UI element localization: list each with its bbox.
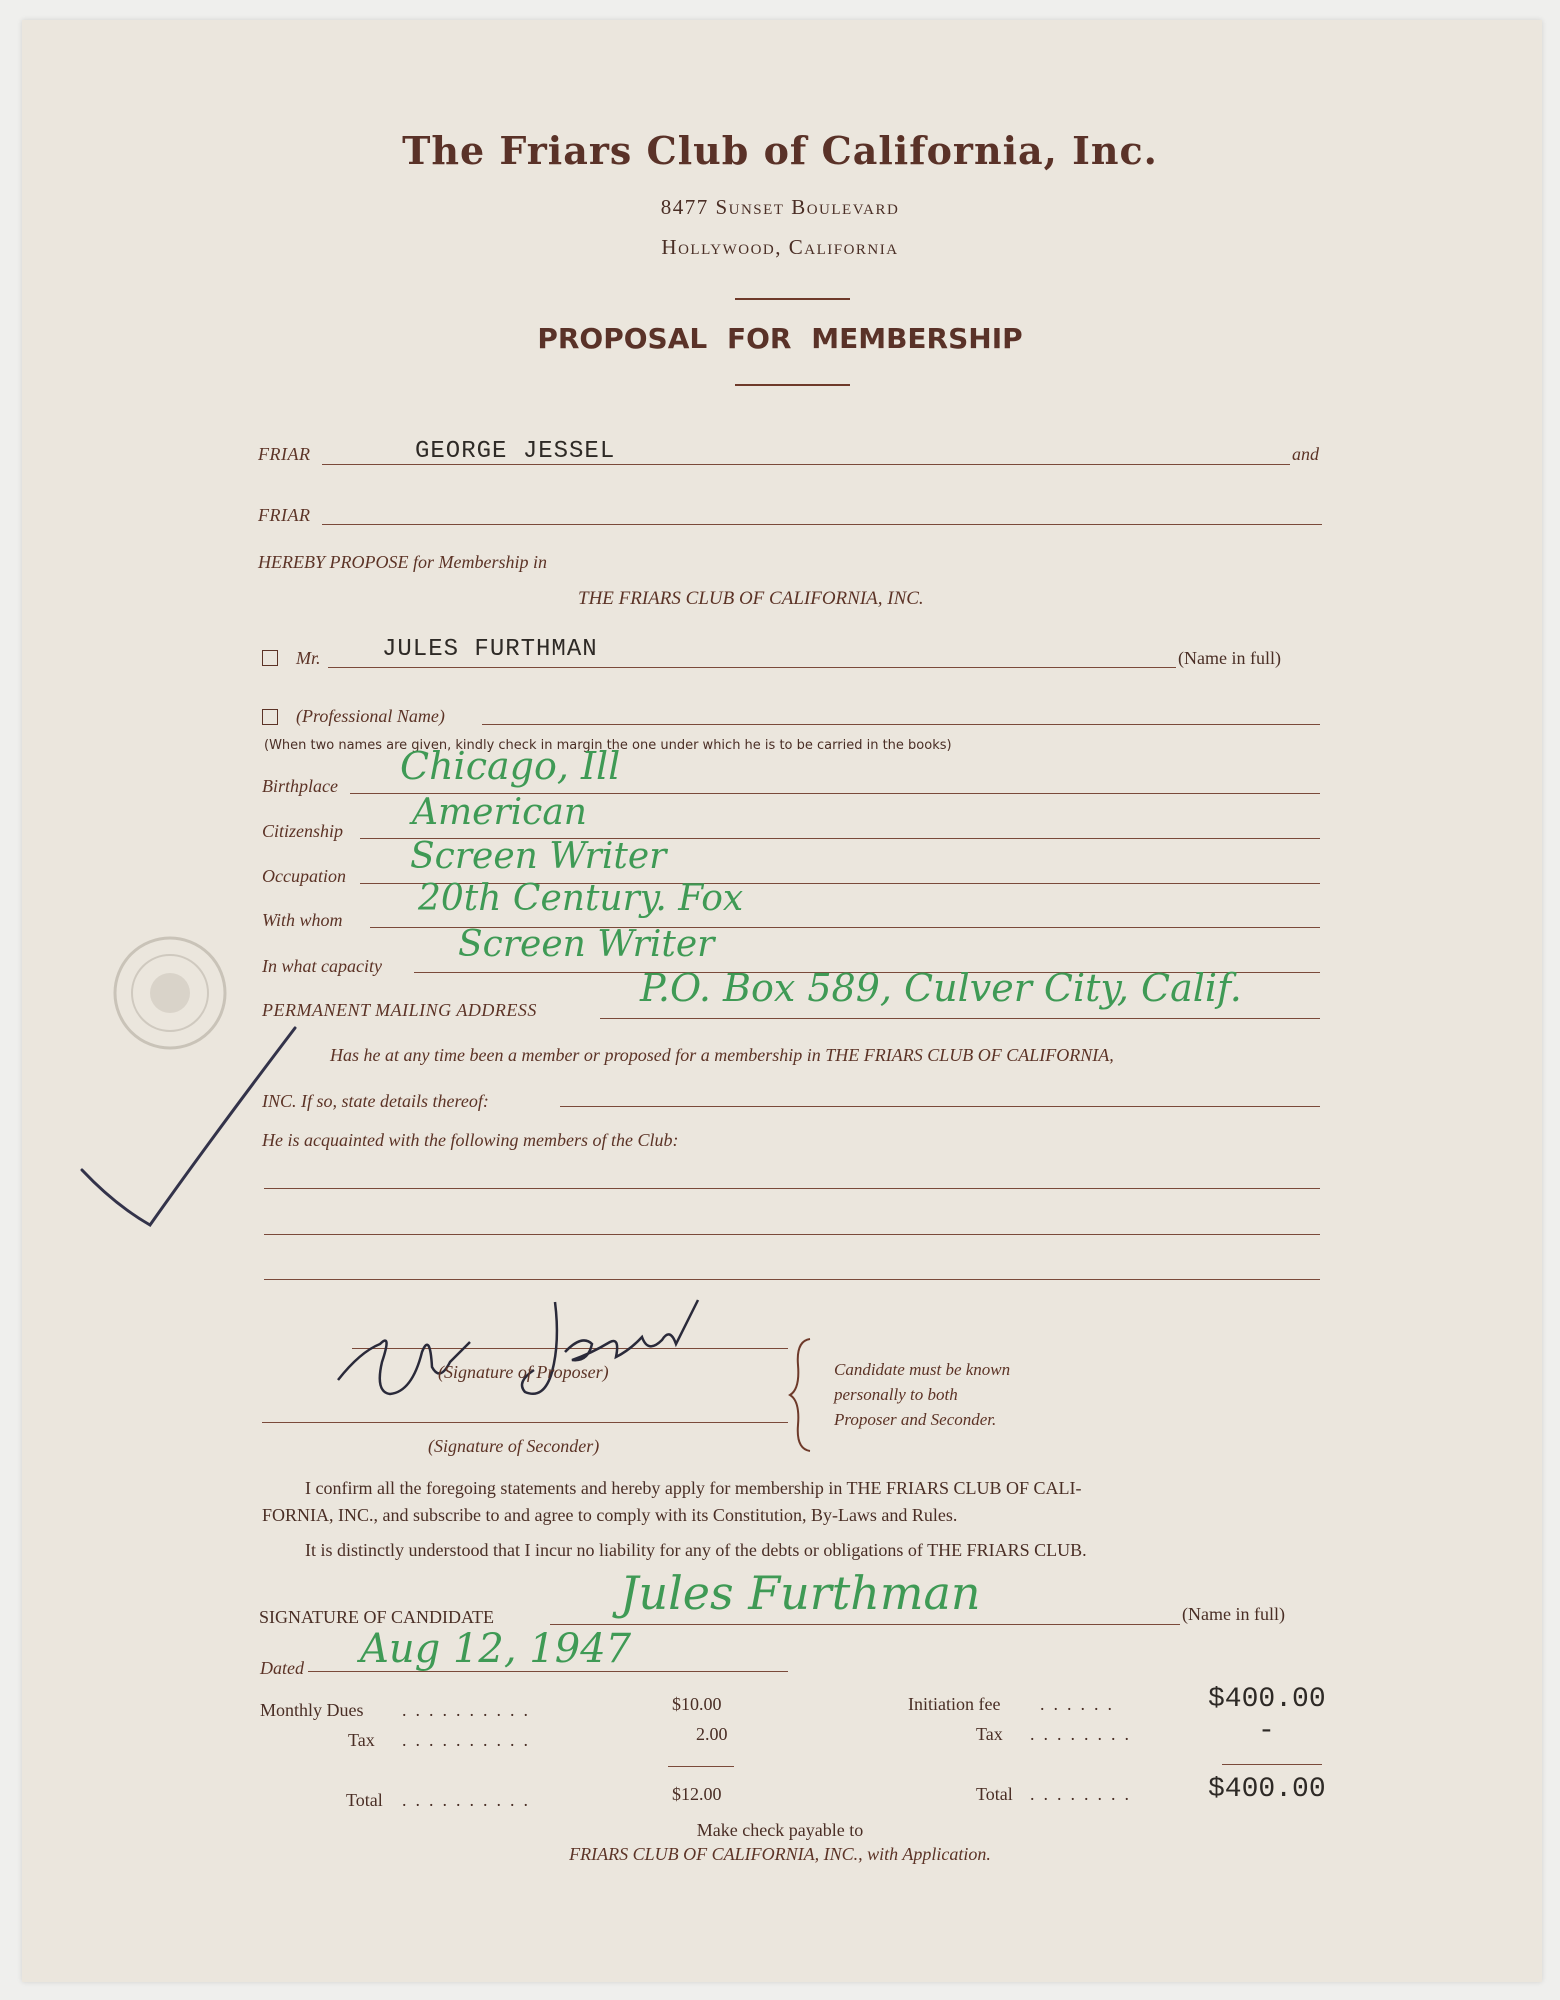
initiation-tax-dots: ........ (1030, 1724, 1138, 1744)
dues-total-dots: .......... (402, 1790, 537, 1810)
candidate-signature[interactable]: Jules Furthman (620, 1566, 981, 1620)
candidate-signature-line (550, 1624, 1180, 1625)
name-in-full-label: (Name in full) (1178, 648, 1281, 668)
mr-label: Mr. (296, 648, 321, 668)
initiation-fee-label: Initiation fee (908, 1694, 1001, 1714)
confirmation-line2: FORNIA, INC., and subscribe to and agree to comply with its Constitution, By-Laws and Rules. (262, 1505, 958, 1525)
candidate-signature-label: SIGNATURE OF CANDIDATE (259, 1607, 495, 1627)
address-value[interactable]: P.O. Box 589, Culver City, Calif. (640, 966, 1242, 1010)
birthplace-value[interactable]: Chicago, Ill (400, 744, 621, 788)
candidate-note-line1: Candidate must be known (834, 1360, 1011, 1379)
initiation-fee-value[interactable]: $400.00 (1208, 1684, 1326, 1715)
monthly-dues-label: Monthly Dues (260, 1700, 364, 1720)
two-names-note: (When two names are given, kindly check in margin the one under which he is to be carried in the books) (264, 738, 952, 753)
monthly-dues-value: $10.00 (672, 1694, 722, 1714)
hereby-propose-label: HEREBY PROPOSE for Membership in (258, 552, 547, 572)
footer-line2: FRIARS CLUB OF CALIFORNIA, INC., with Application. (569, 1844, 991, 1864)
acquainted-line-1[interactable] (264, 1188, 1320, 1189)
friar2-line (322, 524, 1322, 525)
seconder-signature-label: (Signature of Seconder) (428, 1436, 600, 1456)
dues-total-value: $12.00 (672, 1784, 722, 1804)
professional-name-checkbox[interactable] (262, 709, 278, 725)
occupation-label: Occupation (262, 866, 346, 886)
proposer-signature[interactable] (320, 1282, 770, 1412)
brace-icon (788, 1335, 818, 1455)
citizenship-label: Citizenship (262, 821, 344, 841)
history-details-line (560, 1106, 1320, 1107)
citizenship-value[interactable]: American (412, 792, 587, 833)
acquainted-line-2[interactable] (264, 1234, 1320, 1235)
initiation-tax-value[interactable]: - (1258, 1716, 1275, 1747)
birthplace-label: Birthplace (262, 776, 338, 796)
dues-total-label: Total (346, 1790, 383, 1810)
club-caps-line: THE FRIARS CLUB OF CALIFORNIA, INC. (578, 588, 924, 609)
monthly-dues-dots: .......... (402, 1700, 537, 1720)
dues-tax-value: 2.00 (696, 1724, 728, 1744)
name-line (328, 667, 1176, 668)
with-whom-value[interactable]: 20th Century. Fox (418, 878, 744, 919)
friar2-label: FRIAR (258, 505, 311, 525)
acquainted-line-3[interactable] (264, 1279, 1320, 1280)
seconder-signature-line[interactable] (262, 1422, 788, 1423)
capacity-value[interactable]: Screen Writer (458, 924, 715, 965)
confirmation-line1: I confirm all the foregoing statements and hereby apply for membership in THE FRIARS CLUB OF CALI- (305, 1478, 1082, 1498)
proposer-signature-label: (Signature of Proposer) (438, 1362, 609, 1382)
history-question-line1: Has he at any time been a member or proposed for a membership in THE FRIARS CLUB OF CALIFORNIA, (330, 1045, 1114, 1065)
initiation-total-dots: ........ (1030, 1784, 1138, 1804)
address-line (600, 1018, 1320, 1019)
with-whom-label: With whom (262, 910, 343, 930)
name-checkbox[interactable] (262, 650, 278, 666)
friar1-value[interactable]: GEORGE JESSEL (415, 438, 616, 465)
initiation-total-value[interactable]: $400.00 (1208, 1774, 1326, 1805)
initiation-total-label: Total (976, 1784, 1013, 1804)
candidate-name-in-full-label: (Name in full) (1182, 1604, 1285, 1624)
history-question-line2: INC. If so, state details thereof: (262, 1091, 489, 1111)
club-name: The Friars Club of California, Inc. (402, 128, 1158, 173)
and-label: and (1292, 444, 1319, 464)
candidate-note-line3: Proposer and Seconder. (834, 1410, 997, 1429)
address-line1: 8477 Sunset Boulevard (660, 195, 900, 219)
check-mark-icon (70, 1000, 310, 1240)
professional-name-label: (Professional Name) (296, 706, 445, 726)
dated-value[interactable]: Aug 12, 1947 (360, 1626, 632, 1672)
confirmation-line3: It is distinctly understood that I incur no liability for any of the debts or obligations of THE FRIARS CLUB. (305, 1540, 1087, 1560)
form-title: PROPOSAL FOR MEMBERSHIP (537, 322, 1023, 355)
initiation-tax-label: Tax (976, 1724, 1003, 1744)
dues-tax-dots: .......... (402, 1730, 537, 1750)
professional-name-line (482, 724, 1320, 725)
friar1-label: FRIAR (258, 444, 311, 464)
candidate-name-value[interactable]: JULES FURTHMAN (382, 636, 598, 663)
occupation-value[interactable]: Screen Writer (410, 836, 667, 877)
address-line2: Hollywood, California (661, 235, 899, 259)
dues-sum-rule (668, 1766, 734, 1767)
dues-tax-label: Tax (348, 1730, 375, 1750)
reverse-bleed (1312, 840, 1330, 847)
title-rule-bottom (735, 384, 850, 386)
footer-line1: Make check payable to (696, 1820, 864, 1840)
address-label: PERMANENT MAILING ADDRESS (262, 1000, 537, 1020)
dated-label: Dated (260, 1658, 304, 1678)
initiation-fee-dots: ...... (1040, 1694, 1121, 1714)
capacity-label: In what capacity (262, 956, 382, 976)
candidate-note-line2: personally to both (834, 1385, 958, 1404)
title-rule-top (735, 298, 850, 300)
acquainted-label: He is acquainted with the following members of the Club: (262, 1130, 679, 1150)
initiation-sum-rule (1222, 1764, 1322, 1765)
